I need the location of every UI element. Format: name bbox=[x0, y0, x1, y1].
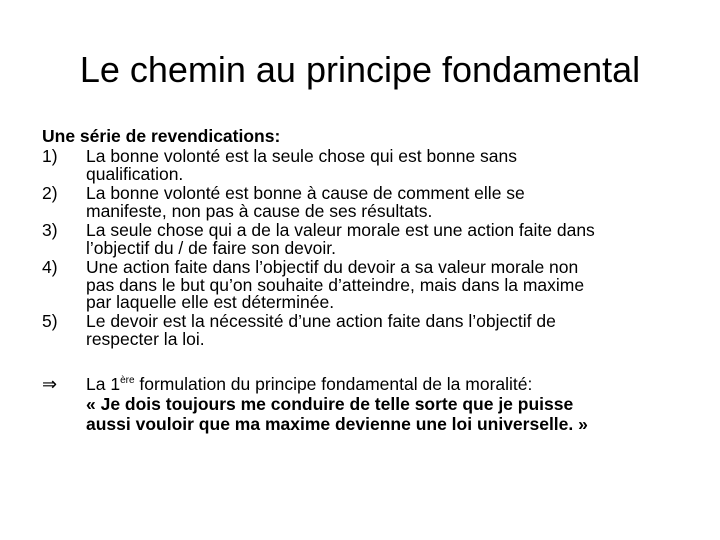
list-item-text bbox=[86, 257, 682, 311]
implies-arrow-icon: ⇒ bbox=[42, 374, 58, 394]
list-item-line: La bonne volonté est la seule chose qui est bonne sans bbox=[86, 146, 518, 166]
list-item-line: qualification. bbox=[86, 164, 184, 184]
list-item-line: respecter la loi. bbox=[86, 329, 205, 349]
list-item-line: par laquelle elle est déterminée. bbox=[86, 292, 335, 312]
list-item bbox=[42, 257, 682, 311]
conclusion-text bbox=[86, 374, 682, 434]
maxim-quote-line: « Je dois toujours me conduire de telle sorte que je puisse bbox=[86, 394, 574, 414]
list-item-number: 5) bbox=[42, 311, 58, 331]
conclusion bbox=[42, 374, 682, 434]
list-item-number: 3) bbox=[42, 220, 58, 240]
list-item-text bbox=[86, 183, 682, 220]
list-item-number: 1) bbox=[42, 146, 58, 166]
list-item-number: 4) bbox=[42, 257, 58, 277]
ordinal-superscript: ère bbox=[120, 375, 135, 386]
list-item bbox=[42, 183, 682, 220]
list-item-text bbox=[86, 220, 682, 257]
slide-body bbox=[42, 126, 682, 434]
list-item bbox=[42, 220, 682, 257]
list-item-line: manifeste, non pas à cause de ses résultats. bbox=[86, 201, 433, 221]
maxim-quote-line: aussi vouloir que ma maxime devienne une loi universelle. » bbox=[86, 414, 588, 434]
slide-title: Le chemin au principe fondamental bbox=[79, 49, 641, 90]
list-item-line: La bonne volonté est bonne à cause de comment elle se bbox=[86, 183, 525, 203]
list-item bbox=[42, 311, 682, 348]
list-item-line: l’objectif du / de faire son devoir. bbox=[86, 238, 337, 258]
list-item-line: Le devoir est la nécessité d’une action faite dans l’objectif de bbox=[86, 311, 556, 331]
intro-text: Une série de revendications: bbox=[42, 126, 281, 146]
list-item-text bbox=[86, 146, 682, 183]
list-item-text bbox=[86, 311, 682, 348]
list-item-number: 2) bbox=[42, 183, 58, 203]
conclusion-prefix: La 1 bbox=[86, 374, 121, 394]
conclusion-suffix: formulation du principe fondamental de la moralité: bbox=[134, 374, 533, 394]
list-item-line: Une action faite dans l’objectif du devoir a sa valeur morale non bbox=[86, 257, 579, 277]
conclusion-line bbox=[86, 374, 682, 394]
list-item-line: La seule chose qui a de la valeur morale est une action faite dans bbox=[86, 220, 595, 240]
list-item bbox=[42, 146, 682, 183]
list-item-line: pas dans le but qu’on souhaite d’atteindre, mais dans la maxime bbox=[86, 275, 585, 295]
